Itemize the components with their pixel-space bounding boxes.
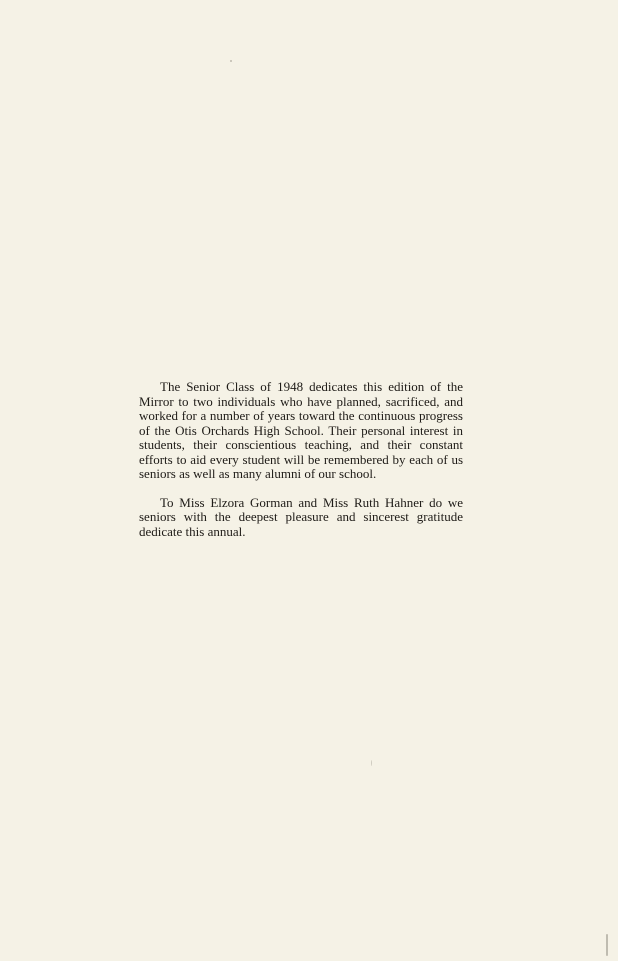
dedication-paragraph: The Senior Class of 1948 dedicates this edition of the Mirror to two individuals who have planned, sacrificed, and worked for a number of years toward the continuous progress of the Otis Orchards High School. Their personal interest in students, their conscientious teaching, and their constant efforts to aid every student will be remembered by each of us seniors as well as many alumni of our school. (139, 379, 463, 481)
paper-speck (230, 60, 232, 62)
paper-edge-mark (606, 934, 608, 956)
dedication-paragraph: To Miss Elzora Gorman and Miss Ruth Hahner do we seniors with the deepest pleasure and sincerest gratitude dedicate this annual. (139, 494, 463, 539)
dedication-text (139, 380, 463, 539)
paper-speck (371, 760, 372, 766)
